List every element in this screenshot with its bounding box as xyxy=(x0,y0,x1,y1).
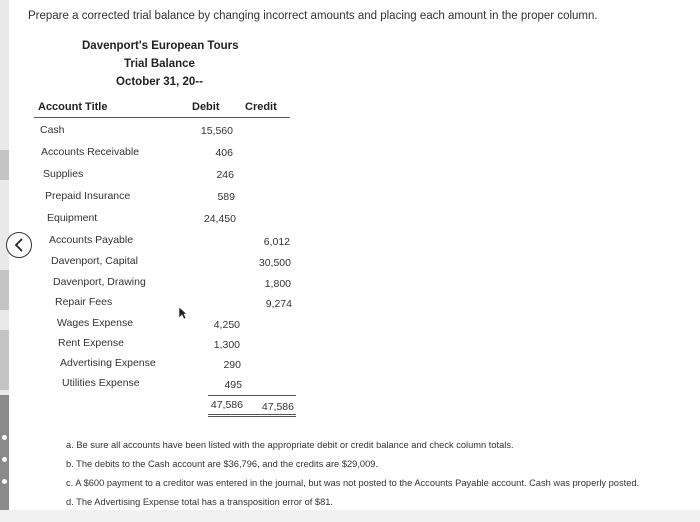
debit-amount[interactable]: 406 xyxy=(215,147,233,159)
account-title: Wages Expense xyxy=(57,317,134,329)
strip-dot xyxy=(2,479,7,484)
note-c: c. A $600 payment to a creditor was entered in the journal, but was not posted to the Accounts Payable account. Cash was properly posted. xyxy=(66,478,640,488)
report-title: Trial Balance xyxy=(124,58,195,70)
debit-amount[interactable]: 15,560 xyxy=(200,125,233,137)
note-a: a. Be sure all accounts have been listed with the appropriate debit or credit balance and check column totals. xyxy=(66,440,514,450)
chevron-left-icon xyxy=(13,238,25,252)
back-button[interactable] xyxy=(6,232,32,258)
instructions-text: Prepare a corrected trial balance by changing incorrect amounts and placing each amount in the proper column. xyxy=(28,10,598,22)
credit-amount[interactable]: 1,800 xyxy=(264,278,291,290)
strip-dot xyxy=(2,435,7,440)
debit-amount[interactable]: 589 xyxy=(217,191,235,203)
credit-total: 47,586 xyxy=(261,401,294,413)
note-b: b. The debits to the Cash account are $36,796, and the credits are $29,009. xyxy=(66,459,379,469)
header-credit: Credit xyxy=(245,101,277,113)
account-title: Advertising Expense xyxy=(60,357,156,369)
note-d: d. The Advertising Expense total has a transposition error of $81. xyxy=(66,497,334,507)
debit-amount[interactable]: 495 xyxy=(224,379,242,391)
account-title: Rent Expense xyxy=(58,337,124,349)
account-title: Accounts Payable xyxy=(49,234,134,246)
credit-amount[interactable]: 6,012 xyxy=(263,236,290,248)
strip-block xyxy=(0,330,9,390)
report-date: October 31, 20-- xyxy=(116,76,203,88)
header-underline xyxy=(34,117,290,118)
mouse-cursor-icon xyxy=(178,306,188,320)
total-double-rule xyxy=(208,416,296,417)
company-name: Davenport's European Tours xyxy=(82,40,239,52)
account-title: Davenport, Drawing xyxy=(53,276,146,288)
debit-amount[interactable]: 290 xyxy=(223,359,241,371)
debit-amount[interactable]: 246 xyxy=(216,169,234,181)
account-title: Supplies xyxy=(43,168,84,180)
bottom-band xyxy=(0,510,700,522)
header-account-title: Account Title xyxy=(38,101,108,113)
account-title: Utilities Expense xyxy=(62,377,140,389)
credit-amount[interactable]: 30,500 xyxy=(258,257,291,269)
debit-amount[interactable]: 4,250 xyxy=(213,319,240,331)
notes-list xyxy=(66,436,639,512)
account-title: Prepaid Insurance xyxy=(45,190,131,202)
total-rule xyxy=(208,395,296,396)
account-title: Equipment xyxy=(47,212,98,224)
strip-block xyxy=(0,395,9,510)
account-title: Repair Fees xyxy=(55,296,113,308)
credit-amount[interactable]: 9,274 xyxy=(265,298,292,310)
account-title: Davenport, Capital xyxy=(51,255,138,267)
account-title: Cash xyxy=(40,124,65,136)
header-debit: Debit xyxy=(192,101,220,113)
total-double-rule xyxy=(208,414,296,415)
left-nav-strip xyxy=(0,0,9,522)
account-title: Accounts Receivable xyxy=(41,146,140,158)
debit-amount[interactable]: 1,300 xyxy=(213,339,240,351)
strip-block xyxy=(0,150,9,180)
strip-dot xyxy=(2,457,7,462)
debit-amount[interactable]: 24,450 xyxy=(203,213,236,225)
debit-total: 47,586 xyxy=(210,399,243,411)
strip-block xyxy=(0,270,9,310)
